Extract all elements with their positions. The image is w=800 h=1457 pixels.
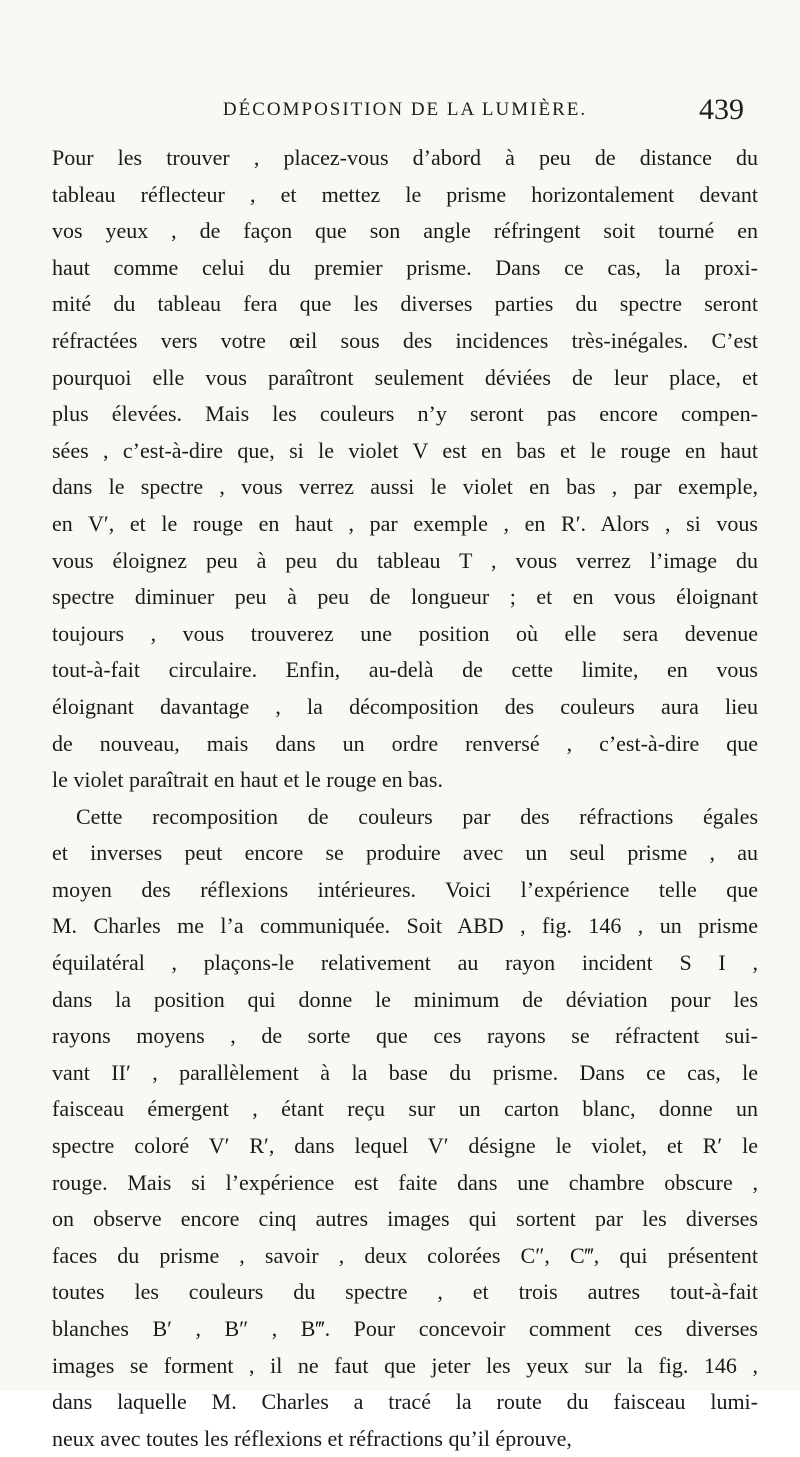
text-line: en V′, et le rouge en haut , par exemple , en R′. Alors , si vous [52, 510, 758, 536]
text-line: dans la position qui donne le minimum de déviation pour les [52, 986, 758, 1012]
text-line: spectre diminuer peu à peu de longueur ; et en vous éloignant [52, 584, 758, 610]
body-text [52, 140, 758, 1457]
text-line: faces du prisme , savoir , deux colorées C″, C‴, qui présentent [52, 1242, 758, 1268]
paragraph-2 [52, 799, 758, 1457]
text-line: Pour les trouver , placez-vous d’abord à peu de distance du [52, 145, 758, 170]
text-line: tableau réflecteur , et mettez le prisme horizontalement devant [52, 181, 758, 207]
text-line: équilatéral , plaçons-le relativement au rayon incident S I , [52, 950, 758, 976]
text-line: tout-à-fait circulaire. Enfin, au-delà de cette limite, en vous [52, 657, 758, 683]
text-line: toutes les couleurs du spectre , et trois autres tout-à-fait [52, 1279, 758, 1305]
text-line: neux avec toutes les réflexions et réfractions qu’il éprouve, [52, 1425, 572, 1451]
page-number: 439 [699, 93, 744, 126]
text-line: mité du tableau fera que les diverses parties du spectre seront [52, 291, 758, 317]
text-line: rouge. Mais si l’expérience est faite dans une chambre obscure , [52, 1169, 758, 1195]
text-line: Cette recomposition de couleurs par des réfractions égales [76, 803, 758, 829]
text-line: pourquoi elle vous paraîtront seulement déviées de leur place, et [52, 364, 758, 390]
text-line: réfractées vers votre œil sous des incidences très-inégales. C’est [52, 327, 758, 353]
text-line: M. Charles me l’a communiquée. Soit ABD , fig. 146 , un prisme [52, 913, 758, 939]
running-head: DÉCOMPOSITION DE LA LUMIÈRE. [222, 99, 588, 120]
text-line: blanches B′ , B″ , B‴. Pour concevoir comment ces diverses [52, 1316, 758, 1341]
text-line: le violet paraîtrait en haut et le rouge en bas. [52, 767, 443, 793]
text-line: spectre coloré V′ R′, dans lequel V′ désigne le violet, et R′ le [52, 1133, 758, 1159]
text-line: de nouveau, mais dans un ordre renversé , c’est-à-dire que [52, 730, 758, 756]
text-line: vous éloignez peu à peu du tableau T , vous verrez l’image du [52, 547, 758, 573]
page-header [52, 93, 758, 133]
text-line: vos yeux , de façon que son angle réfringent soit tourné en [52, 218, 758, 244]
text-line: faisceau émergent , étant reçu sur un carton blanc, donne un [52, 1096, 758, 1122]
text-line: on observe encore cinq autres images qui sortent par les diverses [52, 1206, 758, 1232]
text-line: plus élevées. Mais les couleurs n’y seront pas encore compen- [52, 401, 758, 427]
text-line: dans le spectre , vous verrez aussi le violet en bas , par exemple, [52, 474, 758, 500]
text-line: vant II′ , parallèlement à la base du prisme. Dans ce cas, le [52, 1059, 758, 1085]
text-line: toujours , vous trouverez une position où elle sera devenue [52, 620, 758, 646]
text-line: et inverses peut encore se produire avec un seul prisme , au [52, 840, 758, 866]
text-line: rayons moyens , de sorte que ces rayons se réfractent sui- [52, 1023, 758, 1049]
text-line: images se forment , il ne faut que jeter les yeux sur la fig. 146 , [52, 1352, 758, 1378]
text-line: dans laquelle M. Charles a tracé la route du faisceau lumi- [52, 1389, 758, 1415]
paragraph-1 [52, 140, 758, 799]
text-line: sées , c’est-à-dire que, si le violet V est en bas et le rouge en haut [52, 437, 758, 463]
text-line: moyen des réflexions intérieures. Voici l’expérience telle que [52, 876, 758, 902]
text-line: éloignant davantage , la décomposition des couleurs aura lieu [52, 693, 758, 719]
text-line: haut comme celui du premier prisme. Dans ce cas, la proxi- [52, 254, 758, 280]
